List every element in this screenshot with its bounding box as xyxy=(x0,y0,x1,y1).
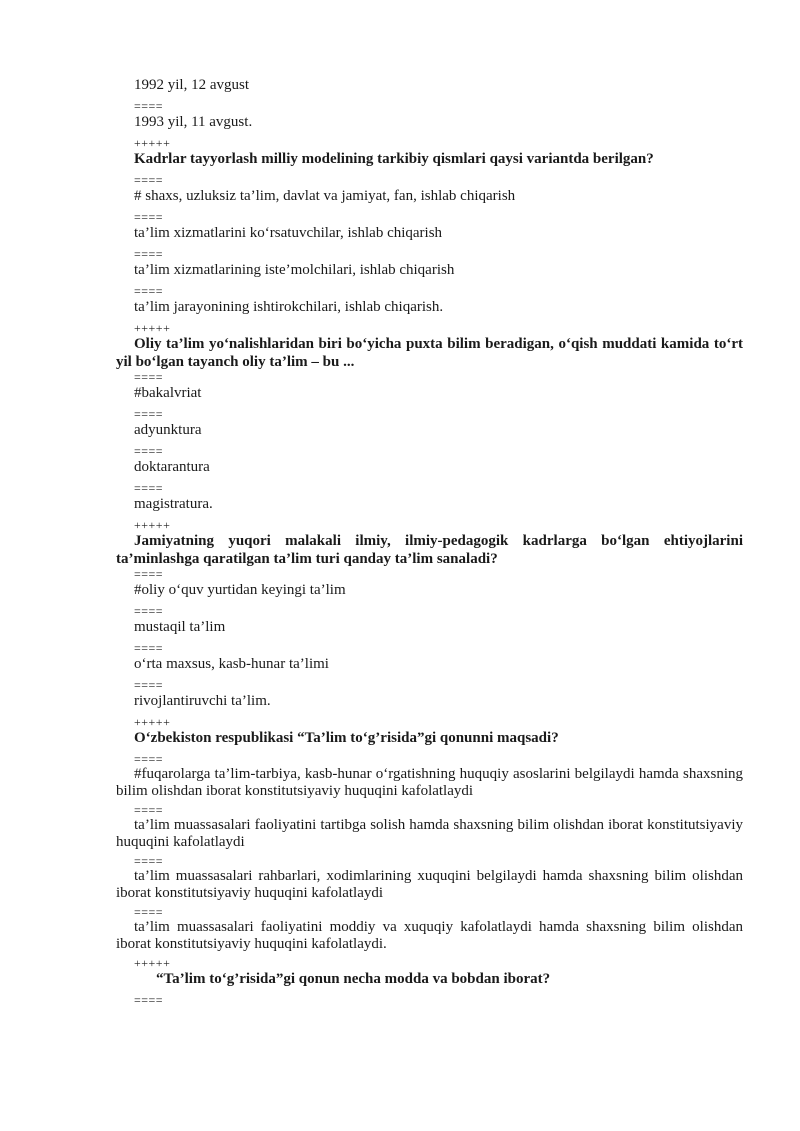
separator: ==== xyxy=(134,854,164,868)
separator: +++++ xyxy=(134,956,171,970)
answer-option: mustaqil ta’lim xyxy=(134,619,226,635)
separator: +++++ xyxy=(134,715,171,729)
answer-option: #bakalvriat xyxy=(134,385,202,401)
answer-option: ta’lim muassasalari rahbarlari, xodimlarining xuquqini belgilaydi hamda shaxsning bilim olishdan iborat konstitutsiyaviy huquqini kafolatlaydi xyxy=(116,868,743,901)
separator: ==== xyxy=(134,641,164,655)
separator: ==== xyxy=(134,247,164,261)
answer-option: magistratura. xyxy=(134,496,213,512)
separator: ==== xyxy=(134,210,164,224)
question: Oliy ta’lim yo‘nalishlaridan biri bo‘yicha puxta bilim beradigan, o‘qish muddati kamida to‘rt yil bo‘lgan tayanch oliy ta’lim – bu ... xyxy=(116,336,743,370)
question: Jamiyatning yuqori malakali ilmiy, ilmiy-pedagogik kadrlarga bo‘lgan ehtiyojlarini ta’minlashga qaratilgan ta’lim turi qanday ta’lim sanaladi? xyxy=(116,533,743,567)
separator: ==== xyxy=(134,444,164,458)
separator: ==== xyxy=(134,604,164,618)
answer-option: #fuqarolarga ta’lim-tarbiya, kasb-hunar o‘rgatishning huquqiy asoslarini belgilaydi hamda shaxsning bilim olishdan iborat konstitutsiyaviy huquqini kafolatlaydi xyxy=(116,766,743,799)
separator: ==== xyxy=(134,678,164,692)
test-content xyxy=(116,76,743,1007)
answer-option: #oliy o‘quv yurtidan keyingi ta’lim xyxy=(134,582,346,598)
separator: ==== xyxy=(134,905,164,919)
answer-option: rivojlantiruvchi ta’lim. xyxy=(134,693,271,709)
separator: ==== xyxy=(134,173,164,187)
separator: ==== xyxy=(134,803,164,817)
answer-option: adyunktura xyxy=(134,422,202,438)
question: “Ta’lim to‘g’risida”gi qonun necha modda va bobdan iborat? xyxy=(156,971,551,987)
answer-option: ta’lim xizmatlarining iste’molchilari, ishlab chiqarish xyxy=(134,262,455,278)
separator: ==== xyxy=(134,567,164,581)
answer-option: doktarantura xyxy=(134,459,210,475)
separator: ==== xyxy=(134,993,164,1007)
answer-option: ta’lim muassasalari faoliyatini tartibga solish hamda shaxsning bilim olishdan iborat konstitutsiyaviy huquqini kafolatlaydi xyxy=(116,817,743,850)
answer-option: ta’lim jarayonining ishtirokchilari, ishlab chiqarish. xyxy=(134,299,444,315)
separator: ==== xyxy=(134,407,164,421)
separator: +++++ xyxy=(134,136,171,150)
answer-option: o‘rta maxsus, kasb-hunar ta’limi xyxy=(134,656,329,672)
separator: ==== xyxy=(134,284,164,298)
answer-option: # shaxs, uzluksiz ta’lim, davlat va jamiyat, fan, ishlab chiqarish xyxy=(134,188,516,204)
question: O‘zbekiston respublikasi “Ta’lim to‘g’risida”gi qonunni maqsadi? xyxy=(134,730,559,746)
separator: ==== xyxy=(134,752,164,766)
answer-option: 1992 yil, 12 avgust xyxy=(134,77,249,93)
answer-option: ta’lim xizmatlarini ko‘rsatuvchilar, ishlab chiqarish xyxy=(134,225,443,241)
separator: +++++ xyxy=(134,518,171,532)
answer-option: 1993 yil, 11 avgust. xyxy=(134,114,253,130)
answer-option: ta’lim muassasalari faoliyatini moddiy va xuquqiy kafolatlaydi hamda shaxsning bilim olishdan iborat konstitutsiyaviy huquqini kafolatlaydi. xyxy=(116,919,743,952)
question: Kadrlar tayyorlash milliy modelining tarkibiy qismlari qaysi variantda berilgan? xyxy=(134,151,654,167)
separator: ==== xyxy=(134,481,164,495)
separator: ==== xyxy=(134,99,164,113)
separator: ==== xyxy=(134,370,164,384)
separator: +++++ xyxy=(134,321,171,335)
